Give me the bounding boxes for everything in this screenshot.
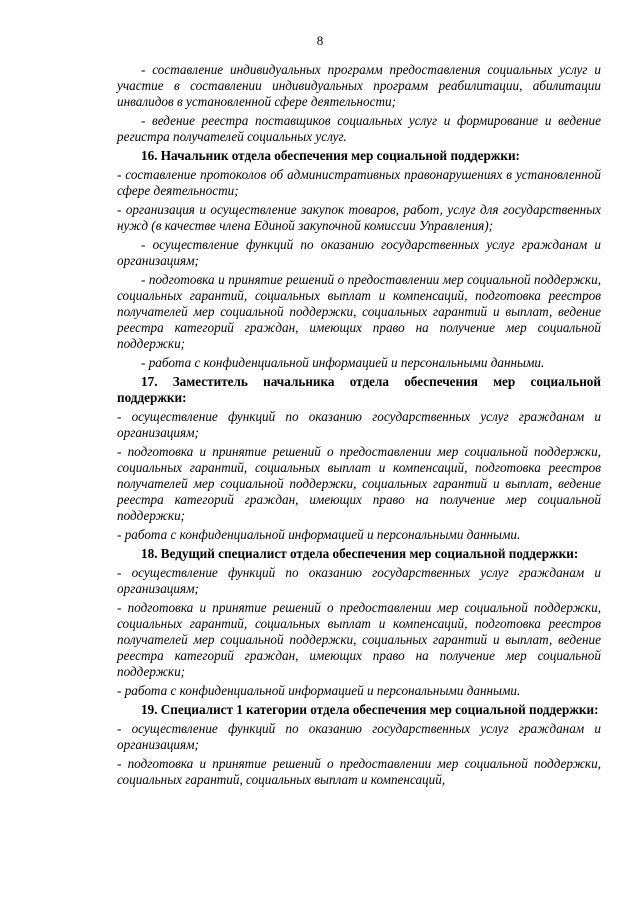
list-item-paragraph: - составление индивидуальных программ предоставления социальных услуг и участие в составлении индивидуальных программ реабилитации, абилитации инвалидов в установленной сфере деятельности; xyxy=(117,62,601,109)
list-item-paragraph: - работа с конфиденциальной информацией и персональными данными. xyxy=(141,355,545,370)
document-body xyxy=(117,62,601,791)
section-heading: 16. Начальник отдела обеспечения мер социальной поддержки: xyxy=(141,148,520,163)
list-item-paragraph: - осуществление функций по оказанию государственных услуг гражданам и организациям; xyxy=(117,237,601,268)
list-item-paragraph: - работа с конфиденциальной информацией и персональными данными. xyxy=(117,683,521,698)
list-item-paragraph: - ведение реестра поставщиков социальных услуг и формирование и ведение регистра получателей социальных услуг. xyxy=(117,113,601,144)
list-item-paragraph: - осуществление функций по оказанию государственных услуг гражданам и организациям; xyxy=(117,721,601,752)
list-item-paragraph: - подготовка и принятие решений о предоставлении мер социальной поддержки, социальных гарантий, социальных выплат и компенсаций, подготовка реестров получателей мер социальной поддержки, социальных гарантий и выплат, ведение реестра категорий граждан, имеющих право на получение мер социальной поддержки; xyxy=(117,600,601,679)
section-heading: 17. Заместитель начальника отдела обеспечения мер социальной поддержки: xyxy=(117,374,601,405)
list-item-paragraph: - работа с конфиденциальной информацией и персональными данными. xyxy=(117,527,521,542)
list-item-paragraph: - организация и осуществление закупок товаров, работ, услуг для государственных нужд (в качестве члена Единой закупочной комиссии Управления); xyxy=(117,202,601,233)
list-item-paragraph: - осуществление функций по оказанию государственных услуг гражданам и организациям; xyxy=(117,565,601,596)
list-item-paragraph: - составление протоколов об административных правонарушениях в установленной сфере деятельности; xyxy=(117,167,601,198)
list-item-paragraph: - подготовка и принятие решений о предоставлении мер социальной поддержки, социальных гарантий, социальных выплат и компенсаций, подготовка реестров получателей мер социальной поддержки, социальных гарантий и выплат, ведение реестра категорий граждан, имеющих право на получение мер социальной поддержки; xyxy=(117,272,601,351)
section-heading: 19. Специалист 1 категории отдела обеспечения мер социальной поддержки: xyxy=(141,702,599,717)
page-number: 8 xyxy=(316,33,324,48)
list-item-paragraph: - подготовка и принятие решений о предоставлении мер социальной поддержки, социальных гарантий, социальных выплат и компенсаций, подготовка реестров получателей мер социальной поддержки, социальных гарантий и выплат, ведение реестра категорий граждан, имеющих право на получение мер социальной поддержки; xyxy=(117,444,601,523)
list-item-paragraph: - осуществление функций по оказанию государственных услуг гражданам и организациям; xyxy=(117,409,601,440)
list-item-paragraph: - подготовка и принятие решений о предоставлении мер социальной поддержки, социальных гарантий, социальных выплат и компенсаций, xyxy=(117,756,601,787)
section-heading: 18. Ведущий специалист отдела обеспечения мер социальной поддержки: xyxy=(141,546,579,561)
